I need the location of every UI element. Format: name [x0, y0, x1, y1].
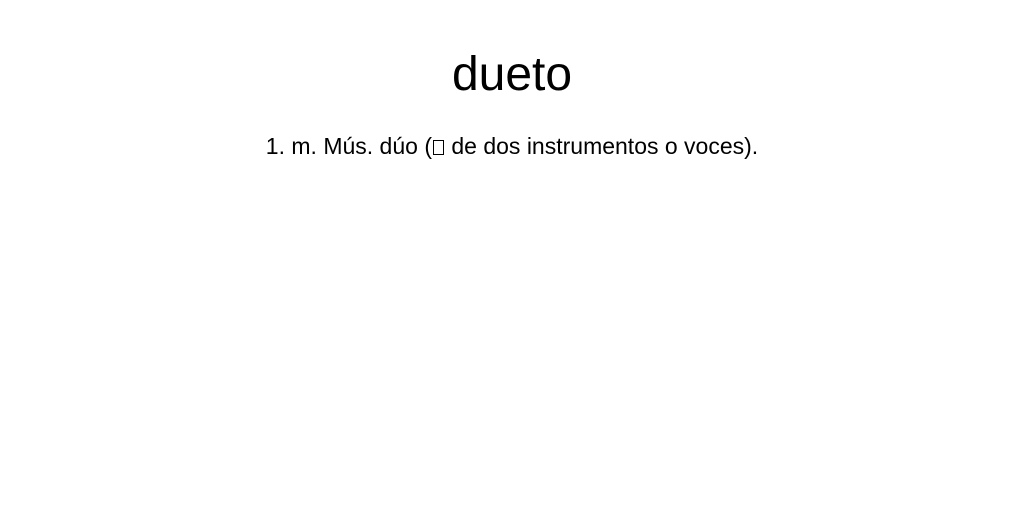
- definition-line: [0, 132, 1024, 160]
- headword: dueto: [451, 48, 573, 101]
- domain-label: Mús.: [323, 133, 374, 159]
- missing-glyph-icon: [433, 140, 444, 155]
- definition-gloss: de dos instrumentos o voces).: [444, 133, 759, 159]
- synonym-word: dúo: [379, 133, 418, 159]
- sense-number: 1.: [265, 133, 285, 159]
- grammar-label: m.: [291, 133, 317, 159]
- open-paren: (: [424, 133, 432, 159]
